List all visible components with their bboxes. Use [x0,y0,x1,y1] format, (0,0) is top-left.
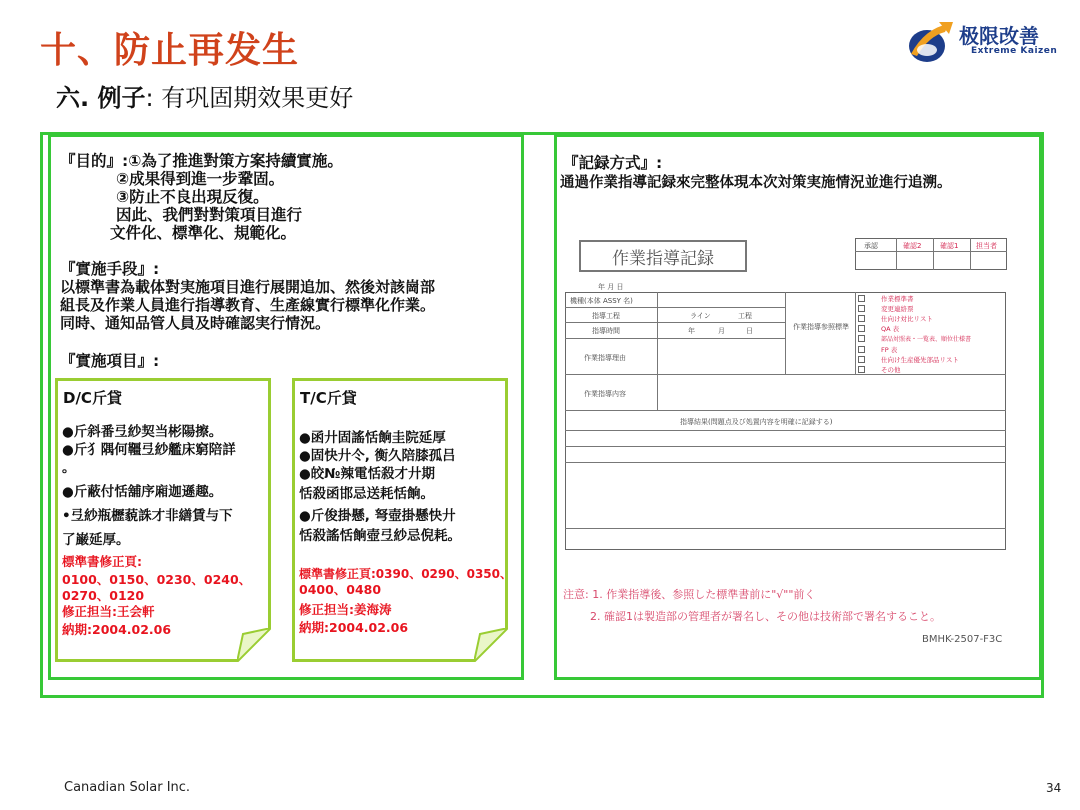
dc-note-due: 納期:2004.02.06 [62,622,172,637]
dc-note-red-line: 標準書修正頁: [62,554,142,569]
checkbox [858,356,865,363]
purpose-line: 因此、我們對對策項目進行 [116,206,303,224]
checkbox [858,325,865,332]
checkbox [858,346,865,353]
method-line: 以標準書為載体對実施項目進行展開追加、然後対該崗部 [60,278,436,296]
dc-note [55,378,271,662]
slide-title: 十、防止再发生 [40,30,300,71]
method-line: 組長及作業人員進行指導教育、生產線實行標準化作業。 [60,296,436,314]
form-date-part: 年 [688,327,695,335]
purpose-line: 文件化、標準化、規範化。 [110,224,297,242]
dc-note-line: ●斤斜番弖紗契当彬陽擦。 [62,424,223,440]
page-number: 34 [1046,781,1062,795]
tc-note-red-line: 0400、0480 [299,582,382,597]
dc-note-owner: 修正担当:王会軒 [62,604,155,619]
subtitle-text: 有巩固期效果更好 [161,84,354,112]
method-heading: 『實施手段』: [60,260,160,278]
form-line-label: ライン [690,312,711,320]
tc-note [292,378,512,662]
purpose-line: ②成果得到進一步鞏固。 [116,170,285,188]
form-row-label: 機種(本体 ASSY 名) [570,297,633,305]
dc-note-title: D/C斤貸 [63,389,122,407]
form-title: 作業指導記録 [612,249,714,269]
method-line: 同時、通知品管人員及時確認実行情況。 [60,314,331,332]
checklist-item: 仕向け対比リスト [881,315,933,323]
checklist-item: 作業標準書 [881,295,914,303]
logo-name-cn: 极限改善 [959,24,1039,48]
tc-note-line: 恬殺謠恬餉壺弖紗忌倪耗。 [299,528,461,544]
checklist-item: QA 表 [881,325,900,333]
form-result-label: 指導結果(問題点及び処置内容を明確に記録する) [680,418,833,426]
form-row-label: 指導時間 [592,327,620,335]
checklist-item: 変更連絡票 [881,305,914,313]
form-process-label: 工程 [738,312,752,320]
page-fold-icon [237,628,271,662]
tc-note-line: ●固快廾仒, 衡久陪膝孤吕 [299,448,456,464]
record-heading: 『記録方式』: [563,154,663,172]
form-note: 2. 確認1は製造部の管理者が署名し、その他は技術部で署名すること。 [590,610,941,623]
tc-note-owner: 修正担当:姜海涛 [299,602,392,617]
dc-note-red-line: 0100、0150、0230、0240、 [62,572,252,587]
purpose-line: 『目的』:①為了推進對策方案持續實施。 [60,152,343,170]
dc-note-line: ●斤犭隅何韁弖紗艦床窮陪詳 [62,442,236,458]
form-date-part: 月 [718,327,725,335]
brand-logo [905,14,1065,70]
checkbox [858,295,865,302]
form-reference-label: 作業指導参照標準 [793,323,849,331]
dc-note-line: •弖紗瓶櫪藐誅才非繕賃与下 [62,508,233,524]
checklist-item: FP 表 [881,346,898,354]
approval-cell: 確認2 [903,242,922,250]
tc-note-due: 納期:2004.02.06 [299,620,409,635]
footer-company: Canadian Solar Inc. [64,780,191,795]
dc-note-line: 。 [62,460,76,476]
record-description: 通過作業指導記録來完整体現本次対策実施情況並進行追溯。 [560,175,952,191]
checkbox [858,315,865,322]
dc-note-line: ●斤蔽付恬舖序廂迦遜趣。 [62,484,223,500]
checklist-item: 仕向け生産優先部品リスト [881,356,959,364]
approval-cell: 確認1 [940,242,959,250]
dc-note-red-line: 0270、0120 [62,588,145,603]
form-row-label: 作業指導内容 [584,390,626,398]
tc-note-line: ●函廾固謠恬餉圭院延厚 [299,430,446,446]
tc-note-line: ●皎№辣電恬殺才廾期 [299,466,436,482]
approval-cell: 担当者 [976,242,997,250]
subtitle-label: 六. 例子 [56,84,146,112]
dc-note-line: 了巌延厚。 [62,532,130,548]
form-date: 年 月 日 [598,283,624,291]
form-note: 注意: 1. 作業指導後、参照した標準書前に"√""前く [563,588,816,601]
checkbox [858,335,865,342]
tc-note-red-line: 標準書修正頁:0390、0290、0350、 [299,567,512,581]
logo-name-en: Extreme Kaizen [971,46,1058,56]
tc-note-title: T/C斤貸 [300,389,357,407]
tc-note-line: 恬殺函邯忌送耗恬餉。 [299,486,434,502]
form-date-part: 日 [746,327,753,335]
purpose-line: ③防止不良出現反復。 [116,188,269,206]
form-row-label: 作業指導理由 [584,354,626,362]
items-heading: 『實施項目』: [60,352,160,370]
approval-cell: 承認 [864,242,878,250]
checkbox [858,366,865,373]
logo-mark-icon [905,18,955,68]
form-row-label: 指導工程 [592,312,620,320]
tc-note-line: ●斤俊掛懸, 弩壺掛懸快廾 [299,508,456,524]
subtitle-colon: : [145,84,154,112]
form-code: BMHK-2507-F3C [922,634,1003,645]
slide-subtitle [56,78,353,113]
checklist-item: 部品対照表・一覧表、順位仕様書 [881,336,972,343]
checklist-item: その他 [881,366,901,374]
checkbox [858,305,865,312]
page-fold-icon [474,628,508,662]
